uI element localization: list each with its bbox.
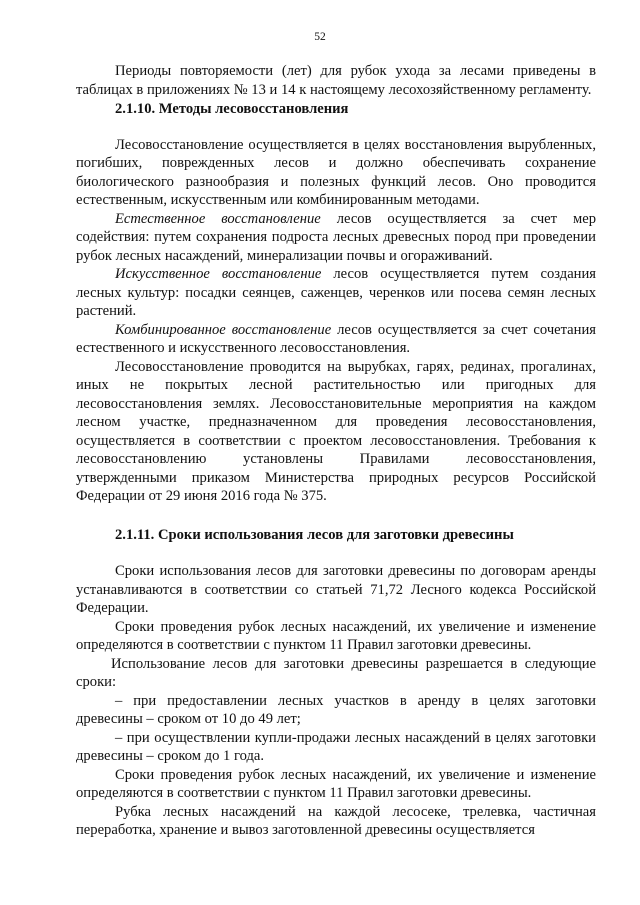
paragraph-permitted-terms: Использование лесов для заготовки древесины разрешается в следующие сроки:: [76, 655, 596, 690]
paragraph-felling-terms-repeat: Сроки проведения рубок лесных насаждений, их увеличение и изменение определяются в соответствии с пунктом 11 Правил заготовки древесины.: [76, 766, 596, 801]
paragraph-felling-operations: Рубка лесных насаждений на каждой лесосеке, трелевка, частичная переработка, хранение и вывоз заготовленной древесины осуществляется: [76, 803, 596, 838]
term-artificial-restoration: Искусственное восстановление: [115, 266, 322, 282]
page-number: 52: [314, 31, 326, 43]
blank-line: [76, 506, 596, 525]
page-body: [76, 62, 596, 840]
term-natural-restoration: Естественное восстановление: [115, 210, 321, 227]
paragraph-thinning-periods: Периоды повторяемости (лет) для рубок ухода за лесами приведены в таблицах в приложениях № 13 и 14 к настоящему лесохозяйственному регламенту.: [76, 63, 596, 98]
section-heading-reforestation-methods: 2.1.10. Методы лесовосстановления: [115, 101, 349, 117]
paragraph-reforestation-intro: Лесовосстановление осуществляется в целях восстановления вырубленных, погибших, поврежденных лесов и должно обеспечивать сохранение биологического разнообразия и полезных функций лесов. Оно проводится естественным, искусственным или комбинированным методами.: [76, 136, 596, 208]
paragraph-combined-restoration: [76, 321, 596, 358]
term-combined-restoration: Комбинированное восстановление: [115, 321, 332, 338]
paragraph-artificial-restoration: [76, 265, 596, 321]
blank-line: [76, 544, 596, 562]
paragraph-natural-restoration: [76, 210, 596, 266]
paragraph-felling-terms: Сроки проведения рубок лесных насаждений, их увеличение и изменение определяются в соответствии с пунктом 11 Правил заготовки древесины.: [76, 618, 596, 653]
artificial-restoration-text: лесов осуществляется путем создания лесных культур: посадки сеянцев, саженцев, черенков или посева семян лесных растений.: [76, 266, 596, 319]
list-item-lease: – при предоставлении лесных участков в аренду в целях заготовки древесины – сроком от 10 до 49 лет;: [76, 692, 596, 727]
section-heading-harvest-terms: 2.1.11. Сроки использования лесов для заготовки древесины: [115, 526, 514, 543]
combined-restoration-text: лесов осуществляется за счет сочетания естественного и искусственного лесовосстановления.: [76, 321, 596, 356]
paragraph-reforestation-requirements: Лесовосстановление проводится на вырубках, гарях, рединах, прогалинах, иных не покрытых лесной растительностью или пригодных для лесовосстановления землях. Лесовосстановительные мероприятия на каждом лесном участке, предназначенном для проведения лесовосстановления, осуществляется в соответствии с проектом лесовосстановления. Требования к лесовосстановлению установлены Правилами лесовосстановления, утвержденными приказом Министерства природных ресурсов Российской Федерации от 29 июня 2016 года № 375.: [76, 358, 596, 504]
list-item-purchase: – при осуществлении купли-продажи лесных насаждений в целях заготовки древесины – сроком до 1 года.: [76, 729, 596, 764]
blank-line: [76, 119, 596, 136]
natural-restoration-text: лесов осуществляется за счет мер содействия: путем сохранения подроста лесных древесных пород при проведении рубок лесных насаждений, минерализации почвы и огораживаний.: [76, 210, 596, 264]
paragraph-lease-terms: Сроки использования лесов для заготовки древесины по договорам аренды устанавливаются в соответствии со статьей 71,72 Лесного кодекса Российской Федерации.: [76, 563, 596, 616]
